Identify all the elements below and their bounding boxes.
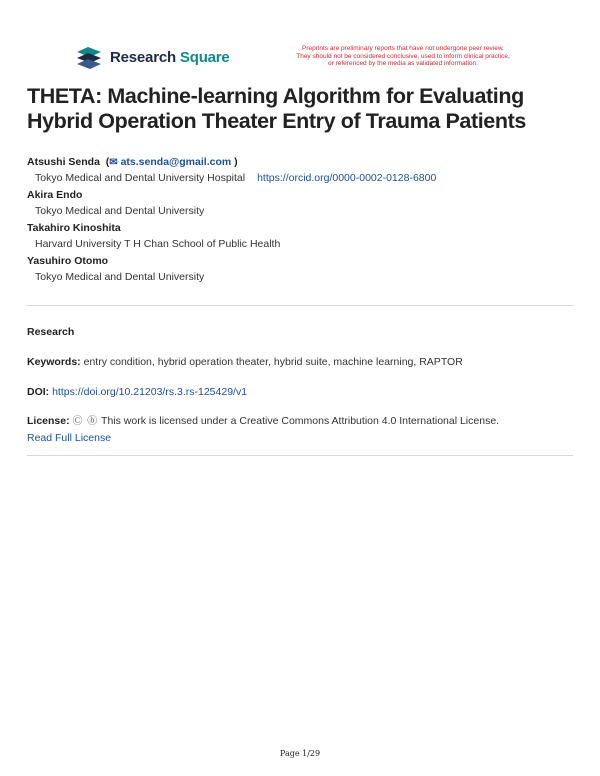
orcid-link[interactable]: https://orcid.org/0000-0002-0128-6800 (257, 172, 437, 184)
doi-label: DOI: (27, 386, 50, 398)
license-label: License: (27, 415, 70, 427)
cc-by-icon: Ⓒ ⓑ (72, 416, 99, 427)
author-affiliation: Tokyo Medical and Dental University Hospital https://orcid.org/0000-0002-0128-6800 (35, 172, 437, 184)
license-text: This work is licensed under a Creative Commons Attribution 4.0 International License. (101, 415, 500, 427)
keywords-value: entry condition, hybrid operation theater, hybrid suite, machine learning, RAPTOR (83, 356, 463, 368)
research-square-logo-icon (74, 45, 104, 69)
author-name: Akira Endo (27, 189, 83, 201)
author-affiliation: Harvard University T H Chan School of Public Health (35, 238, 281, 250)
email-icon: ✉ (109, 157, 118, 168)
author-affiliation: Tokyo Medical and Dental University (35, 271, 205, 283)
keywords (27, 354, 573, 370)
article-type: Research (27, 326, 75, 338)
paper-title: THETA: Machine-learning Algorithm for Evaluating Hybrid Operation Theater Entry of Trauma Patients (27, 84, 526, 133)
author-email-link[interactable]: ats.senda@gmail.com (120, 156, 232, 168)
author-name: Takahiro Kinoshita (27, 222, 121, 234)
preprint-disclaimer: Preprints are preliminary reports that have not undergone peer review. They should not be considered conclusive, used to inform clinical practice, or referenced by the media as validated information. (296, 45, 510, 68)
license (27, 413, 573, 446)
author-name: Yasuhiro Otomo (27, 255, 109, 267)
author-affiliation: Tokyo Medical and Dental University (35, 205, 205, 217)
divider (27, 305, 573, 306)
header (74, 45, 544, 75)
author-name: Atsushi Senda (✉ ats.senda@gmail.com ) (27, 156, 238, 168)
logo-text: Research Square (110, 48, 230, 66)
doi-link[interactable]: https://doi.org/10.21203/rs.3.rs-125429/v1 (52, 386, 248, 398)
page-number: Page 1/29 (279, 749, 321, 758)
author-list (27, 154, 577, 286)
research-square-logo[interactable] (74, 45, 230, 69)
divider (27, 455, 573, 456)
doi (27, 384, 573, 400)
keywords-label: Keywords: (27, 356, 81, 368)
read-full-license-link[interactable]: Read Full License (27, 432, 112, 444)
